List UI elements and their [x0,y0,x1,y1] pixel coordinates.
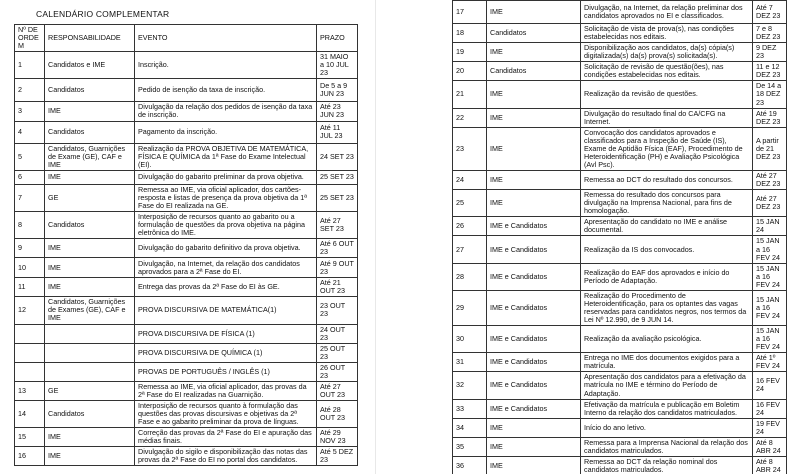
cell-num: 17 [453,1,487,24]
table-row [453,263,787,290]
cell-resp: Candidatos, Guarnições de Exames (GE), CAF e IME [45,297,135,324]
cell-event: Divulgação, na Internet, da relação preliminar dos candidatos aprovados no EI e classificados. [581,1,753,24]
cell-event: Disponibilização aos candidatos, da(s) cópia(s) digitalizada(s) da(s) prova(s) solicitada(s). [581,43,753,62]
cell-resp: IME [45,447,135,466]
table-row [15,297,358,324]
table-row [453,236,787,263]
cell-num: 19 [453,43,487,62]
cell-prazo: Até 9 OUT 23 [317,258,358,278]
cell-num: 4 [15,121,45,143]
cell-prazo: 25 OUT 23 [317,343,358,362]
header-event: EVENTO [135,25,317,52]
cell-event: Realização da avaliação psicológica. [581,326,753,353]
cell-prazo: Até 8 ABR 24 [753,456,787,474]
cell-prazo: 7 e 8 DEZ 23 [753,24,787,43]
cell-event: Remessa ao DCT do resultado dos concursos. [581,171,753,190]
cell-num: 31 [453,353,487,372]
table-row [15,102,358,121]
cell-prazo: 15 JAN a 16 FEV 24 [753,236,787,263]
cell-event: PROVA DISCURSIVA DE FÍSICA (1) [135,324,317,343]
table-row [453,372,787,399]
table-row [453,418,787,437]
table-row [15,239,358,258]
cell-num: 26 [453,217,487,236]
cell-event: Solicitação de vista de prova(s), nas condições estabelecidas nos editais. [581,24,753,43]
cell-num: 16 [15,447,45,466]
cell-prazo: 25 SET 23 [317,170,358,184]
cell-resp: Candidatos [45,121,135,143]
cell-num: 18 [453,24,487,43]
cell-prazo: 11 e 12 DEZ 23 [753,62,787,81]
cell-prazo: 26 OUT 23 [317,362,358,381]
cell-prazo: 15 JAN a 16 FEV 24 [753,326,787,353]
table-row [15,184,358,211]
cell-num: 29 [453,290,487,325]
cell-num [15,362,45,381]
cell-num: 22 [453,108,487,127]
cell-event: Divulgação do gabarito preliminar da prova objetiva. [135,170,317,184]
cell-resp: Candidatos e IME [45,52,135,79]
cell-prazo: 15 JAN a 16 FEV 24 [753,290,787,325]
cell-event: Remessa para a Imprensa Nacional da relação dos candidatos matriculados. [581,437,753,456]
cell-resp: IME e Candidatos [487,353,581,372]
cell-resp: IME [45,428,135,447]
cell-event: Correção das provas da 2ª Fase do EI e apuração das médias finais. [135,428,317,447]
table-row [453,456,787,474]
cell-resp: IME e Candidatos [487,326,581,353]
cell-event: Entrega no IME dos documentos exigidos para a matrícula. [581,353,753,372]
cell-num: 6 [15,170,45,184]
cell-resp: IME e Candidatos [487,217,581,236]
table-row [15,428,358,447]
cell-prazo: Até 6 OUT 23 [317,239,358,258]
cell-resp: IME [487,456,581,474]
cell-resp: IME [487,1,581,24]
cell-num: 30 [453,326,487,353]
cell-event: Divulgação do gabarito definitivo da prova objetiva. [135,239,317,258]
cell-num: 3 [15,102,45,121]
cell-prazo: 24 OUT 23 [317,324,358,343]
cell-num: 7 [15,184,45,211]
cell-resp: IME [487,171,581,190]
cell-num: 33 [453,399,487,418]
cell-num: 2 [15,79,45,102]
cell-resp: IME [45,239,135,258]
cell-num: 24 [453,171,487,190]
table-row [15,324,358,343]
cell-resp: IME [45,102,135,121]
cell-prazo: 16 FEV 24 [753,372,787,399]
table-row [15,447,358,466]
cell-prazo: 25 SET 23 [317,184,358,211]
cell-num: 14 [15,401,45,428]
cell-prazo: Até 27 DEZ 23 [753,190,787,217]
table-row [453,43,787,62]
cell-resp: IME [487,81,581,108]
cell-prazo: 23 OUT 23 [317,297,358,324]
cell-event: Divulgação do resultado final do CA/CFG na Internet. [581,108,753,127]
cell-num: 36 [453,456,487,474]
cell-resp: IME e Candidatos [487,372,581,399]
cell-event: Remessa ao IME, via oficial aplicador, dos cartões-resposta e listas de presença da prova objetiva da 1ª Fase do EI realizada na GE. [135,184,317,211]
cell-event: Interposição de recursos quanto ao gabarito ou a formulação de questões da prova objetiva na página eletrônica do IME. [135,211,317,238]
cell-resp: IME [487,127,581,170]
table-row [15,121,358,143]
cell-num: 25 [453,190,487,217]
cell-prazo: Até 11 JUL 23 [317,121,358,143]
table-row [453,171,787,190]
table-row [453,81,787,108]
cell-prazo: Até 21 OUT 23 [317,278,358,297]
cell-prazo: Até 7 DEZ 23 [753,1,787,24]
cell-prazo: Até 5 DEZ 23 [317,447,358,466]
table-row [453,127,787,170]
cell-resp: IME [45,278,135,297]
cell-event: Remessa ao DCT da relação nominal dos candidatos matriculados. [581,456,753,474]
table-row [15,211,358,238]
cell-num: 32 [453,372,487,399]
cell-prazo: Até 19 DEZ 23 [753,108,787,127]
table-row [15,52,358,79]
cell-prazo: De 5 a 9 JUN 23 [317,79,358,102]
cell-prazo: 15 JAN a 16 FEV 24 [753,263,787,290]
header-num: Nº DE ORDEM [15,25,45,52]
header-prazo: PRAZO [317,25,358,52]
table-row [453,290,787,325]
cell-resp: IME [487,190,581,217]
table-row [453,326,787,353]
cell-event: Remessa ao IME, via oficial aplicador, das provas da 2ª Fase do EI realizadas na Guarnição. [135,381,317,400]
cell-prazo: Até 1º FEV 24 [753,353,787,372]
cell-resp: GE [45,381,135,400]
cell-event: Divulgação da relação dos pedidos de isenção da taxa de inscrição. [135,102,317,121]
cell-resp: IME e Candidatos [487,290,581,325]
cell-prazo: Até 27 DEZ 23 [753,171,787,190]
cell-event: Realização do EAF dos aprovados e início do Período de Adaptação. [581,263,753,290]
table-row [453,190,787,217]
cell-event: PROVA DISCURSIVA DE MATEMÁTICA(1) [135,297,317,324]
table-row [15,278,358,297]
cell-resp [45,324,135,343]
cell-prazo: Até 23 JUN 23 [317,102,358,121]
cell-num: 15 [15,428,45,447]
table-row [15,170,358,184]
cell-num: 20 [453,62,487,81]
cell-resp: GE [45,184,135,211]
table-row [453,24,787,43]
cell-num: 13 [15,381,45,400]
table-row [15,362,358,381]
cell-num: 11 [15,278,45,297]
cell-prazo: De 14 a 18 DEZ 23 [753,81,787,108]
cell-resp: IME [487,108,581,127]
cell-prazo: 9 DEZ 23 [753,43,787,62]
cell-event: Remessa do resultado dos concursos para divulgação na Imprensa Nacional, para fins de homologação. [581,190,753,217]
cell-prazo: A partir de 21 DEZ 23 [753,127,787,170]
cell-prazo: Até 29 NOV 23 [317,428,358,447]
cell-num: 1 [15,52,45,79]
cell-event: PROVA DISCURSIVA DE QUÍMICA (1) [135,343,317,362]
cell-prazo: 15 JAN 24 [753,217,787,236]
cell-num: 5 [15,143,45,170]
page-divider [375,0,376,474]
table-row [453,437,787,456]
calendar-table-left [14,24,358,466]
cell-num: 10 [15,258,45,278]
cell-event: PROVAS DE PORTUGUÊS / INGLÊS (1) [135,362,317,381]
table-row [453,1,787,24]
cell-resp: Candidatos, Guarnições de Exame (GE), CAF e IME [45,143,135,170]
cell-num: 34 [453,418,487,437]
page-title: CALENDÁRIO COMPLEMENTAR [36,9,170,19]
cell-resp: Candidatos [487,62,581,81]
cell-prazo: 19 FEV 24 [753,418,787,437]
cell-resp [45,362,135,381]
cell-prazo: Até 28 OUT 23 [317,401,358,428]
cell-prazo: Até 8 ABR 24 [753,437,787,456]
table-row [15,381,358,400]
table-row [453,62,787,81]
cell-resp: Candidatos [487,24,581,43]
cell-event: Início do ano letivo. [581,418,753,437]
cell-num [15,324,45,343]
cell-event: Pedido de isenção da taxa de inscrição. [135,79,317,102]
cell-resp [45,343,135,362]
table-row [453,353,787,372]
cell-prazo: 16 FEV 24 [753,399,787,418]
calendar-table-right [452,0,787,474]
table-row [15,258,358,278]
cell-resp: IME e Candidatos [487,236,581,263]
cell-event: Divulgação do sigilo e disponibilização das notas das provas da 2ª Fase do EI no portal dos candidatos. [135,447,317,466]
cell-event: Divulgação, na Internet, da relação dos candidatos aprovados para a 2ª Fase do EI. [135,258,317,278]
cell-num: 21 [453,81,487,108]
table-row [15,401,358,428]
cell-resp: Candidatos [45,79,135,102]
cell-num: 23 [453,127,487,170]
cell-resp: IME e Candidatos [487,263,581,290]
cell-event: Apresentação do candidato no IME e análise documental. [581,217,753,236]
cell-resp: IME [487,437,581,456]
cell-prazo: Até 27 OUT 23 [317,381,358,400]
cell-resp: Candidatos [45,211,135,238]
cell-resp: Candidatos [45,401,135,428]
cell-event: Realização da IS dos convocados. [581,236,753,263]
cell-prazo: 24 SET 23 [317,143,358,170]
cell-resp: IME [45,170,135,184]
cell-event: Efetivação da matrícula e publicação em Boletim Interno da relação dos candidatos matriculados. [581,399,753,418]
cell-num: 28 [453,263,487,290]
table-header-row [15,25,358,52]
cell-prazo: 31 MAIO a 10 JUL 23 [317,52,358,79]
cell-event: Convocação dos candidatos aprovados e classificados para a Inspeção de Saúde (IS), Exame de Aptidão Física (EAF), Procedimento de Heteroidentificação (PH) e Avaliação Psicológica (Avl Psc). [581,127,753,170]
cell-event: Interposição de recursos quanto à formulação das questões das provas discursivas e objetivas da 2ª Fase e ao gabarito preliminar da prova de línguas. [135,401,317,428]
cell-event: Realização da PROVA OBJETIVA DE MATEMÁTICA, FÍSICA E QUÍMICA da 1ª Fase do Exame Intelectual (EI). [135,143,317,170]
cell-event: Realização da revisão de questões. [581,81,753,108]
cell-num: 8 [15,211,45,238]
cell-resp: IME [487,418,581,437]
cell-num: 9 [15,239,45,258]
cell-event: Apresentação dos candidatos para a efetivação da matrícula no IME e término do Período de Adaptação. [581,372,753,399]
table-row [15,343,358,362]
table-row [15,143,358,170]
cell-resp: IME [45,258,135,278]
cell-prazo: Até 27 SET 23 [317,211,358,238]
cell-num: 12 [15,297,45,324]
cell-num [15,343,45,362]
table-row [453,217,787,236]
table-row [453,108,787,127]
cell-num: 27 [453,236,487,263]
cell-event: Realização do Procedimento de Heteroidentificação, para os optantes das vagas reservadas para candidatos negros, nos termos da Lei Nº 12.990, de 9 JUN 14. [581,290,753,325]
cell-resp: IME [487,43,581,62]
cell-event: Pagamento da inscrição. [135,121,317,143]
header-resp: RESPONSABILIDADE [45,25,135,52]
table-row [453,399,787,418]
cell-event: Entrega das provas da 2ª Fase do EI às GE. [135,278,317,297]
table-row [15,79,358,102]
cell-event: Inscrição. [135,52,317,79]
cell-num: 35 [453,437,487,456]
cell-resp: IME e Candidatos [487,399,581,418]
cell-event: Solicitação de revisão de questão(ões), nas condições estabelecidas nos editais. [581,62,753,81]
